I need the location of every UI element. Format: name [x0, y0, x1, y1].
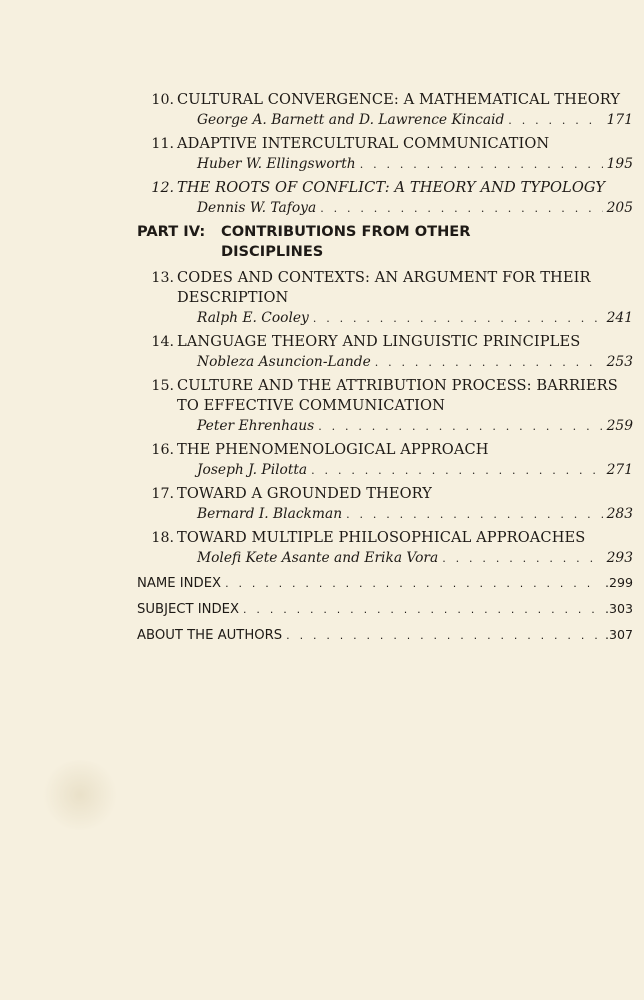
dot-leader — [508, 111, 602, 131]
page-number: 259 — [606, 418, 633, 434]
chapter-author: George A. Barnett and D. Lawrence Kincaid — [197, 112, 505, 128]
index-label: ABOUT THE AUTHORS — [137, 628, 283, 643]
dot-leader — [375, 353, 603, 373]
toc-entry — [137, 484, 633, 525]
chapter-author: Joseph J. Pilotta — [197, 462, 308, 478]
table-of-contents — [137, 90, 633, 647]
chapter-author: Ralph E. Cooley — [197, 310, 309, 326]
dot-leader — [311, 461, 603, 481]
dot-leader — [360, 155, 603, 175]
index-label: SUBJECT INDEX — [137, 602, 240, 617]
toc-entry — [137, 90, 633, 131]
dot-leader — [320, 199, 602, 219]
author-line — [197, 308, 633, 329]
dot-leader — [318, 417, 602, 437]
author-line — [197, 110, 633, 131]
page-number: 271 — [606, 462, 633, 478]
index-entry-subject-index — [137, 598, 633, 621]
chapter-number: 16. — [151, 442, 174, 458]
chapter-number: 18. — [151, 530, 174, 546]
chapter-author: Nobleza Asuncion-Lande — [197, 354, 371, 370]
author-line — [197, 460, 633, 481]
page-number: 195 — [606, 156, 633, 172]
index-label: NAME INDEX — [137, 576, 222, 591]
chapter-number: 13. — [151, 270, 174, 286]
chapter-title: THE PHENOMENOLOGICAL APPROACH — [177, 441, 489, 458]
page-number: 241 — [606, 310, 633, 326]
chapter-number: 15. — [151, 378, 174, 394]
chapter-author: Peter Ehrenhaus — [197, 418, 315, 434]
page-number: .307 — [604, 627, 633, 642]
author-line — [197, 198, 633, 219]
dot-leader — [225, 573, 601, 595]
page-number: 293 — [606, 550, 633, 566]
chapter-number: 10. — [151, 92, 174, 108]
chapter-title: TOWARD MULTIPLE PHILOSOPHICAL APPROACHES — [177, 529, 586, 546]
index-entry-name-index — [137, 572, 633, 595]
chapter-title: CULTURE AND THE ATTRIBUTION PROCESS: BARRIERS TO EFFECTIVE COMMUNICATION — [177, 377, 618, 414]
dot-leader — [442, 549, 602, 569]
chapter-title: TOWARD A GROUNDED THEORY — [177, 485, 433, 502]
chapter-number: 17. — [151, 486, 174, 502]
dot-leader — [286, 625, 601, 647]
chapter-author: Bernard I. Blackman — [197, 506, 343, 522]
author-line — [197, 154, 633, 175]
author-line — [197, 548, 633, 569]
dot-leader — [346, 505, 603, 525]
page-number: .303 — [604, 601, 633, 616]
chapter-title: CULTURAL CONVERGENCE: A MATHEMATICAL THEORY — [177, 91, 621, 108]
chapter-number: 14. — [151, 334, 174, 350]
page-number: 253 — [606, 354, 633, 370]
dot-leader — [243, 599, 601, 621]
chapter-number: 11. — [151, 136, 174, 152]
toc-entry — [137, 376, 633, 437]
index-entry-about-the-authors — [137, 624, 633, 647]
author-line — [197, 352, 633, 373]
toc-entry — [137, 178, 633, 219]
chapter-title: THE ROOTS OF CONFLICT: A THEORY AND TYPOLOGY — [177, 179, 606, 196]
chapter-number: 12. — [151, 180, 174, 196]
part-label: PART IV: — [137, 223, 206, 240]
toc-entry — [137, 332, 633, 373]
toc-entry — [137, 268, 633, 329]
toc-entry — [137, 134, 633, 175]
chapter-title: ADAPTIVE INTERCULTURAL COMMUNICATION — [177, 135, 550, 152]
chapter-title: LANGUAGE THEORY AND LINGUISTIC PRINCIPLES — [177, 333, 581, 350]
chapter-title: CODES AND CONTEXTS: AN ARGUMENT FOR THEIR DESCRIPTION — [177, 269, 591, 306]
paper-stain — [40, 760, 120, 830]
part-title-line1: CONTRIBUTIONS FROM OTHER — [221, 223, 471, 240]
chapter-author: Huber W. Ellingsworth — [197, 156, 356, 172]
author-line — [197, 504, 633, 525]
toc-entry — [137, 528, 633, 569]
dot-leader — [313, 309, 603, 329]
page-number: 171 — [606, 112, 633, 128]
page-number: 205 — [606, 200, 633, 216]
part-heading — [137, 222, 633, 262]
author-line — [197, 416, 633, 437]
page-number: 283 — [606, 506, 633, 522]
chapter-author: Dennis W. Tafoya — [197, 200, 317, 216]
part-title-line2: DISCIPLINES — [221, 243, 324, 260]
toc-entry — [137, 440, 633, 481]
chapter-author: Molefi Kete Asante and Erika Vora — [197, 550, 439, 566]
page-number: .299 — [604, 575, 633, 590]
